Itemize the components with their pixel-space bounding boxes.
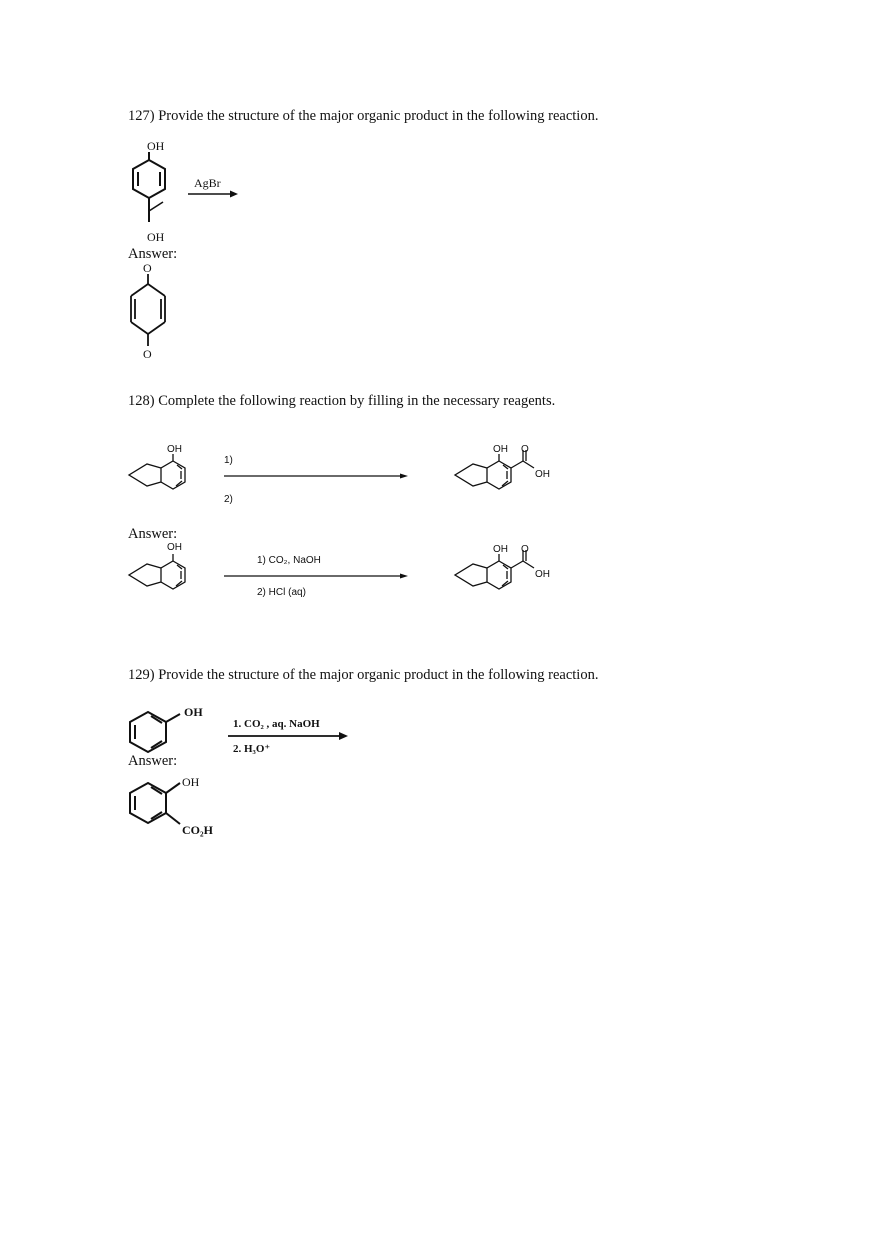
q127-reaction-arrow (188, 191, 238, 198)
q128-answer-scheme (120, 536, 570, 616)
q128-q-step2: 2) (224, 494, 233, 505)
hydroxy-indane-carboxylic-acid-product-answer (455, 550, 534, 589)
hydroxy-indane-carboxylic-acid-product (455, 450, 534, 489)
q128-question-scheme (120, 436, 570, 516)
q128-q-step1: 1) (224, 455, 233, 466)
q129-step2: 2. H₃O⁺ (233, 743, 271, 755)
question-127-prompt: 127) Provide the structure of the major organic product in the following reaction. (128, 108, 599, 124)
hydroquinone-structure (133, 152, 165, 222)
q127-product-o-top: O (143, 261, 152, 275)
q128-q-product-oh: OH (493, 444, 508, 455)
question-129-prompt: 129) Provide the structure of the major organic product in the following reaction. (128, 667, 599, 683)
salicylic-acid-structure (130, 783, 180, 824)
indanol-reactant (129, 454, 185, 489)
q128-q-arrow (224, 474, 408, 479)
q128-a-reactant-oh: OH (167, 542, 182, 553)
q128-q-reactant-oh: OH (167, 444, 182, 455)
q129-reaction-scheme (120, 700, 370, 760)
q128-a-arrow (224, 574, 408, 579)
q129-reactant-oh: OH (184, 705, 203, 719)
q127-reagent-label: AgBr (194, 176, 221, 190)
q127-reactant-oh-top: OH (147, 139, 165, 153)
q129-answer-label: Answer: (128, 753, 178, 769)
question-128-prompt: 128) Complete the following reaction by filling in the necessary reagents. (128, 393, 556, 409)
q128-a-step2: 2) HCl (aq) (257, 587, 306, 598)
q127-answer-label: Answer: (128, 246, 178, 262)
q128-q-product-acid-oh: OH (535, 469, 550, 480)
q128-a-product-o: O (521, 544, 529, 555)
phenol-structure (130, 712, 180, 752)
q128-answer-label: Answer: (128, 526, 178, 542)
q129-answer-structure (120, 770, 230, 842)
q129-product-co2h: CO₂H (182, 823, 213, 837)
q127-reactant-oh-bottom: OH (147, 230, 165, 244)
benzoquinone-structure (131, 274, 165, 346)
q129-product-oh: OH (182, 775, 200, 789)
q128-a-product-acid-oh: OH (535, 569, 550, 580)
q129-step1: 1. CO₂ , aq. NaOH (233, 718, 320, 730)
indanol-reactant-answer (129, 554, 185, 589)
q127-reaction-scheme (110, 138, 260, 248)
q127-answer-structure (120, 260, 180, 370)
q128-a-step1: 1) CO₂, NaOH (257, 555, 321, 566)
q129-reaction-arrow (228, 732, 348, 740)
q127-product-o-bottom: O (143, 347, 152, 361)
q128-a-product-oh: OH (493, 544, 508, 555)
q128-q-product-o: O (521, 444, 529, 455)
